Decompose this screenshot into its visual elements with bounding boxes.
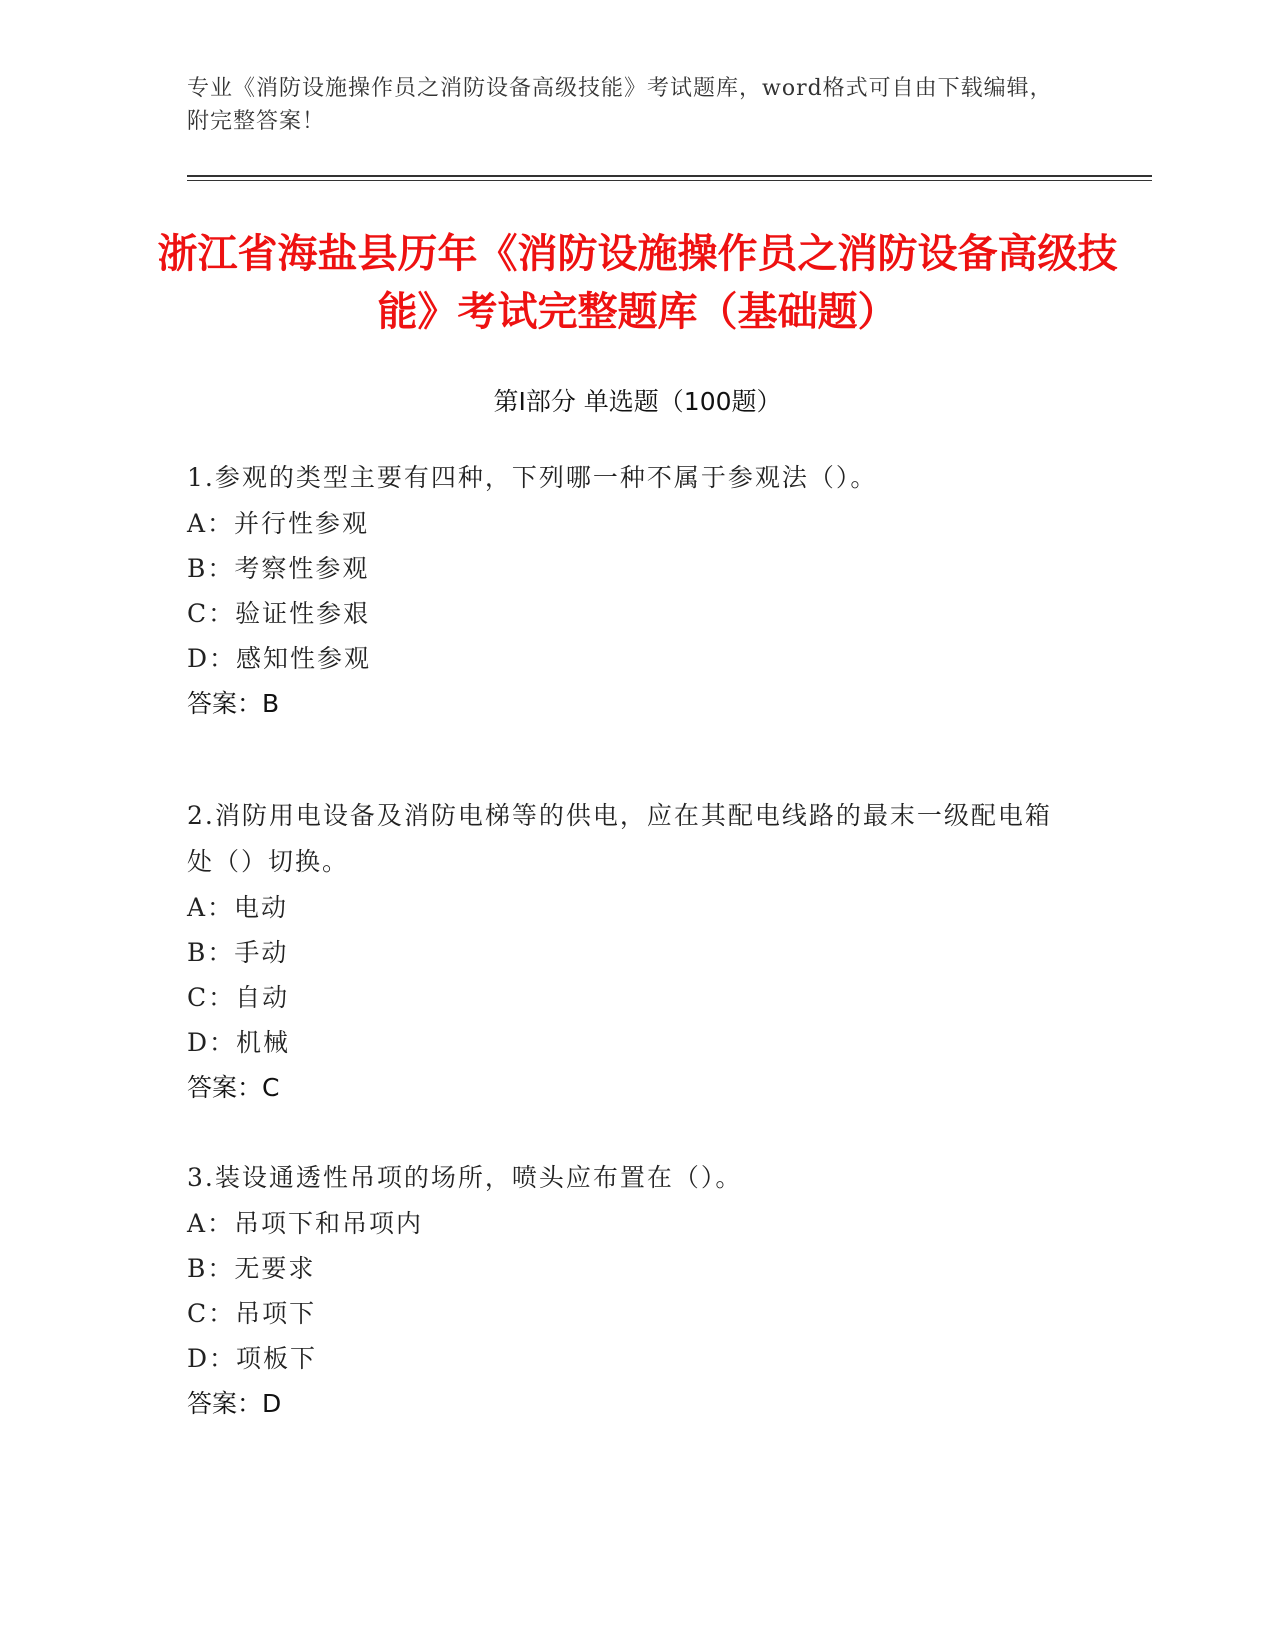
section-heading: 第I部分 单选题（100题）: [493, 387, 782, 416]
option-a: A：并行性参观: [187, 509, 370, 538]
question-stem: 2.消防用电设备及消防电梯等的供电，应在其配电线路的最末一级配电箱处（）切换。: [187, 801, 1052, 876]
option-b: B：考察性参观: [187, 554, 370, 583]
answer: 答案：C: [187, 1073, 280, 1102]
answer: 答案：B: [187, 689, 280, 718]
document-title: 浙江省海盐县历年《消防设施操作员之消防设备高级技能》考试完整题库（基础题）: [157, 231, 1118, 335]
option-d: D：感知性参观: [187, 644, 372, 673]
question-stem: 1.参观的类型主要有四种，下列哪一种不属于参观法（）。: [187, 463, 878, 492]
option-a: A：电动: [187, 893, 289, 922]
header-note: 专业《消防设施操作员之消防设备高级技能》考试题库，word格式可自由下载编辑，附完整答案！: [187, 76, 1053, 134]
option-c: C：吊项下: [187, 1299, 317, 1328]
option-d: D：机械: [187, 1028, 291, 1057]
option-b: B：无要求: [187, 1254, 316, 1283]
header-divider-thin: [187, 180, 1152, 181]
option-c: C：自动: [187, 983, 290, 1012]
option-b: B：手动: [187, 938, 289, 967]
option-d: D：项板下: [187, 1344, 318, 1373]
option-a: A：吊项下和吊项内: [187, 1209, 424, 1238]
question-1: [187, 455, 1067, 727]
question-3: [187, 1155, 1067, 1427]
header-divider-thick: [187, 175, 1152, 177]
question-stem: 3.装设通透性吊项的场所，喷头应布置在（）。: [187, 1163, 743, 1192]
option-c: C：验证性参艰: [187, 599, 371, 628]
answer: 答案：D: [187, 1389, 282, 1418]
question-2: [187, 793, 1067, 1111]
